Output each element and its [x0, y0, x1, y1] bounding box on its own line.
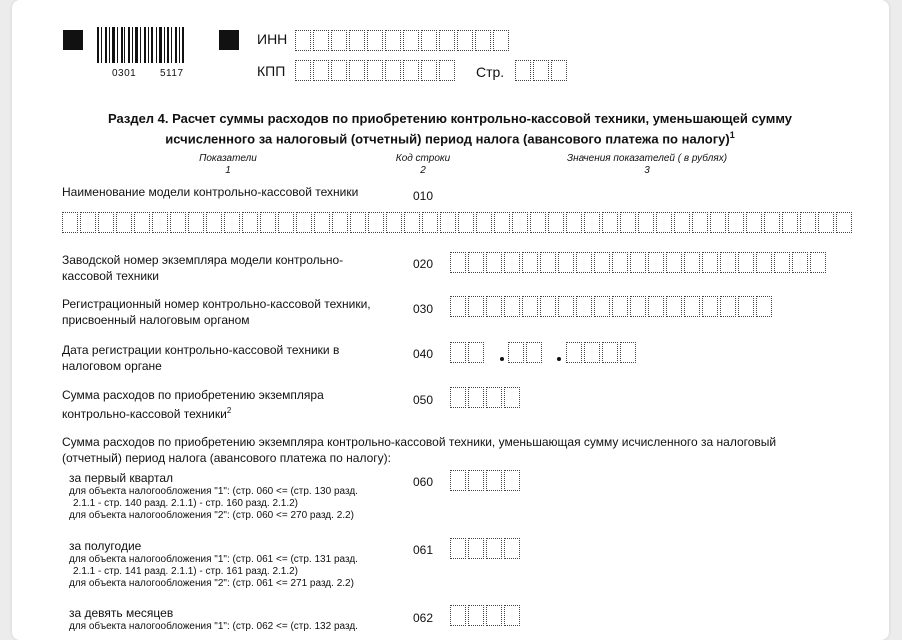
input-cell[interactable]	[206, 212, 222, 233]
input-cell[interactable]	[486, 387, 502, 408]
barcode-bar	[97, 27, 99, 63]
input-cell[interactable]	[504, 296, 520, 317]
input-cell[interactable]	[98, 212, 114, 233]
column-header-indicators	[168, 153, 288, 177]
input-cell[interactable]	[468, 387, 484, 408]
input-cell[interactable]	[468, 605, 484, 626]
input-cell[interactable]	[80, 212, 96, 233]
input-cell[interactable]	[720, 296, 736, 317]
input-cell[interactable]	[152, 212, 168, 233]
barcode-bar	[182, 27, 184, 63]
input-cell[interactable]	[296, 212, 312, 233]
input-cell[interactable]	[800, 212, 816, 233]
column-header-values	[537, 153, 757, 177]
input-cell[interactable]	[450, 470, 466, 491]
barcode-number-right: 5117	[160, 68, 184, 79]
row-060-code: 060	[413, 475, 434, 489]
input-cell[interactable]	[720, 252, 736, 273]
input-cell[interactable]	[774, 252, 790, 273]
input-cell[interactable]	[475, 30, 491, 51]
input-cell[interactable]	[566, 212, 582, 233]
row-040-month-field[interactable]	[508, 342, 544, 363]
inn-field[interactable]	[295, 30, 511, 51]
barcode-bar	[105, 27, 107, 63]
barcode-bar	[144, 27, 146, 63]
input-cell[interactable]	[468, 470, 484, 491]
input-cell[interactable]	[620, 342, 636, 363]
row-040-year-field[interactable]	[566, 342, 638, 363]
barcode-bar	[156, 27, 157, 63]
input-cell[interactable]	[810, 252, 826, 273]
input-cell[interactable]	[439, 60, 455, 81]
row-040-label-line2: налоговом органе	[62, 359, 162, 373]
row-020-value-field[interactable]	[450, 252, 828, 273]
input-cell[interactable]	[738, 296, 754, 317]
input-cell[interactable]	[486, 605, 502, 626]
input-cell[interactable]	[403, 30, 419, 51]
input-cell[interactable]	[612, 296, 628, 317]
row-010-label: Наименование модели контрольно-кассовой техники	[62, 185, 359, 199]
input-cell[interactable]	[313, 30, 329, 51]
input-cell[interactable]	[314, 212, 330, 233]
input-cell[interactable]	[648, 296, 664, 317]
input-cell[interactable]	[486, 470, 502, 491]
barcode-bar	[128, 27, 130, 63]
input-cell[interactable]	[782, 212, 798, 233]
row-010-code: 010	[413, 189, 434, 203]
input-cell[interactable]	[612, 252, 628, 273]
barcode-bar	[140, 27, 141, 63]
input-cell[interactable]	[738, 252, 754, 273]
input-cell[interactable]	[602, 342, 618, 363]
section-title-line2: исчисленного за налоговый (отчетный) период налога (авансового платежа по налогу)	[165, 131, 730, 147]
input-cell[interactable]	[792, 252, 808, 273]
input-cell[interactable]	[576, 252, 592, 273]
input-cell[interactable]	[818, 212, 834, 233]
input-cell[interactable]	[295, 30, 311, 51]
input-cell[interactable]	[584, 212, 600, 233]
row-030-label-line1: Регистрационный номер контрольно-кассовой техники,	[62, 297, 371, 311]
inn-label: ИНН	[257, 31, 288, 47]
date-separator-dot	[557, 357, 561, 361]
column-indicators-label: Показатели	[199, 153, 257, 164]
input-cell[interactable]	[421, 60, 437, 81]
input-cell[interactable]	[486, 252, 502, 273]
section-title	[60, 110, 840, 147]
input-cell[interactable]	[450, 538, 466, 559]
column-values-number: 3	[644, 165, 650, 176]
input-cell[interactable]	[551, 60, 567, 81]
input-cell[interactable]	[439, 30, 455, 51]
row-030-label	[62, 296, 371, 328]
barcode-bar	[167, 27, 169, 63]
kpp-label: КПП	[257, 63, 286, 79]
section-title-footnote: 1	[729, 130, 735, 140]
input-cell[interactable]	[548, 212, 564, 233]
input-cell[interactable]	[278, 212, 294, 233]
period-h1-title: за полугодие	[69, 539, 142, 553]
input-cell[interactable]	[508, 342, 524, 363]
input-cell[interactable]	[422, 212, 438, 233]
period-h1-line1: для объекта налогообложения "1": (стр. 061 <= (стр. 131 разд.	[69, 554, 358, 565]
barcode-bar	[148, 27, 149, 63]
period-h1-line3: для объекта налогообложения "2": (стр. 061 <= 271 разд. 2.2)	[69, 578, 354, 589]
input-cell[interactable]	[486, 296, 502, 317]
input-cell[interactable]	[468, 252, 484, 273]
input-cell[interactable]	[702, 296, 718, 317]
row-062-value-field[interactable]	[450, 605, 522, 626]
input-cell[interactable]	[476, 212, 492, 233]
barcode-bar	[132, 27, 133, 63]
input-cell[interactable]	[558, 252, 574, 273]
input-cell[interactable]	[540, 296, 556, 317]
column-code-label: Код строки	[395, 153, 451, 164]
input-cell[interactable]	[533, 60, 549, 81]
input-cell[interactable]	[684, 296, 700, 317]
period-q1	[69, 470, 358, 522]
barcode-bar	[171, 27, 172, 63]
input-cell[interactable]	[630, 252, 646, 273]
input-cell[interactable]	[494, 212, 510, 233]
period-h1-line2: 2.1.1 - стр. 141 разд. 2.1.1) - стр. 161 разд. 2.1.2)	[73, 566, 299, 577]
input-cell[interactable]	[558, 296, 574, 317]
row-050-footnote: 2	[226, 406, 232, 415]
row-050-label-line1: Сумма расходов по приобретению экземпляра	[62, 388, 324, 402]
barcode-bar	[175, 27, 177, 63]
input-cell[interactable]	[522, 252, 538, 273]
input-cell[interactable]	[188, 212, 204, 233]
input-cell[interactable]	[566, 342, 582, 363]
barcode-bar	[159, 27, 162, 63]
row-020-label-line1: Заводской номер экземпляра модели контрольно-	[62, 253, 344, 267]
reduce-block-heading-line1: Сумма расходов по приобретению экземпляра контрольно-кассовой техники, уменьшающая сумму исчисленного за налоговый	[62, 435, 777, 449]
input-cell[interactable]	[450, 387, 466, 408]
input-cell[interactable]	[457, 30, 473, 51]
input-cell[interactable]	[404, 212, 420, 233]
barcode	[97, 27, 184, 63]
input-cell[interactable]	[349, 30, 365, 51]
input-cell[interactable]	[331, 60, 347, 81]
input-cell[interactable]	[728, 212, 744, 233]
input-cell[interactable]	[367, 30, 383, 51]
column-values-label: Значения показателей ( в рублях)	[566, 153, 728, 164]
reduce-block-heading	[62, 434, 842, 466]
input-cell[interactable]	[504, 538, 520, 559]
input-cell[interactable]	[504, 252, 520, 273]
registration-marker-left	[63, 30, 83, 50]
row-020-code: 020	[413, 257, 434, 271]
input-cell[interactable]	[666, 296, 682, 317]
row-030-value-field[interactable]	[450, 296, 774, 317]
input-cell[interactable]	[630, 296, 646, 317]
period-9m-line1: для объекта налогообложения "1": (стр. 062 <= (стр. 132 разд.	[69, 621, 358, 632]
kpp-field[interactable]	[295, 60, 457, 81]
input-cell[interactable]	[594, 296, 610, 317]
column-indicators-number: 1	[225, 165, 231, 176]
row-040-label-line1: Дата регистрации контрольно-кассовой техники в	[62, 343, 340, 357]
row-030-code: 030	[413, 302, 434, 316]
input-cell[interactable]	[515, 60, 531, 81]
input-cell[interactable]	[504, 605, 520, 626]
barcode-bar	[109, 27, 110, 63]
period-9m	[69, 605, 358, 633]
input-cell[interactable]	[764, 212, 780, 233]
row-020-label	[62, 252, 343, 284]
input-cell[interactable]	[450, 342, 466, 363]
row-050-label-line2: контрольно-кассовой техники	[62, 407, 227, 421]
barcode-bar	[164, 27, 165, 63]
input-cell[interactable]	[620, 212, 636, 233]
input-cell[interactable]	[594, 252, 610, 273]
input-cell[interactable]	[746, 212, 762, 233]
input-cell[interactable]	[648, 252, 664, 273]
input-cell[interactable]	[584, 342, 600, 363]
input-cell[interactable]	[468, 538, 484, 559]
input-cell[interactable]	[224, 212, 240, 233]
input-cell[interactable]	[756, 296, 772, 317]
input-cell[interactable]	[242, 212, 258, 233]
input-cell[interactable]	[349, 60, 365, 81]
barcode-bar	[101, 27, 102, 63]
input-cell[interactable]	[385, 30, 401, 51]
period-q1-line1: для объекта налогообложения "1": (стр. 060 <= (стр. 130 разд.	[69, 486, 358, 497]
row-020-label-line2: кассовой техники	[62, 269, 160, 283]
input-cell[interactable]	[756, 252, 772, 273]
input-cell[interactable]	[540, 252, 556, 273]
input-cell[interactable]	[468, 342, 484, 363]
input-cell[interactable]	[313, 60, 329, 81]
row-030-label-line2: присвоенный налоговым органом	[62, 313, 250, 327]
row-061-value-field[interactable]	[450, 538, 522, 559]
input-cell[interactable]	[350, 212, 366, 233]
period-9m-title: за девять месяцев	[69, 606, 174, 620]
barcode-bar	[179, 27, 180, 63]
input-cell[interactable]	[403, 60, 419, 81]
input-cell[interactable]	[526, 342, 542, 363]
input-cell[interactable]	[504, 470, 520, 491]
input-cell[interactable]	[116, 212, 132, 233]
barcode-number-left: 0301	[112, 68, 137, 79]
input-cell[interactable]	[666, 252, 682, 273]
input-cell[interactable]	[530, 212, 546, 233]
row-050-code: 050	[413, 393, 434, 407]
registration-marker-right	[219, 30, 239, 50]
input-cell[interactable]	[332, 212, 348, 233]
input-cell[interactable]	[331, 30, 347, 51]
input-cell[interactable]	[386, 212, 402, 233]
input-cell[interactable]	[702, 252, 718, 273]
input-cell[interactable]	[468, 296, 484, 317]
input-cell[interactable]	[493, 30, 509, 51]
section-title-line1: Раздел 4. Расчет суммы расходов по приобретению контрольно-кассовой техники, уменьшающей сумму	[107, 111, 793, 126]
input-cell[interactable]	[385, 60, 401, 81]
row-040-label	[62, 342, 339, 374]
input-cell[interactable]	[522, 296, 538, 317]
input-cell[interactable]	[421, 30, 437, 51]
input-cell[interactable]	[656, 212, 672, 233]
column-header-code	[383, 153, 463, 177]
row-010-value-field[interactable]	[62, 212, 854, 233]
input-cell[interactable]	[458, 212, 474, 233]
input-cell[interactable]	[368, 212, 384, 233]
page-number-field[interactable]	[515, 60, 569, 81]
period-q1-line3: для объекта налогообложения "2": (стр. 060 <= 270 разд. 2.2)	[69, 510, 354, 521]
input-cell[interactable]	[62, 212, 78, 233]
column-code-number: 2	[420, 165, 426, 176]
input-cell[interactable]	[836, 212, 852, 233]
input-cell[interactable]	[684, 252, 700, 273]
barcode-bar	[151, 27, 153, 63]
row-061-code: 061	[413, 543, 434, 557]
input-cell[interactable]	[504, 387, 520, 408]
input-cell[interactable]	[576, 296, 592, 317]
barcode-bar	[124, 27, 125, 63]
input-cell[interactable]	[512, 212, 528, 233]
input-cell[interactable]	[602, 212, 618, 233]
reduce-block-heading-line2: (отчетный) период налога (авансового платежа по налогу):	[62, 451, 391, 465]
input-cell[interactable]	[134, 212, 150, 233]
input-cell[interactable]	[170, 212, 186, 233]
row-060-value-field[interactable]	[450, 470, 522, 491]
barcode-bar	[117, 27, 118, 63]
input-cell[interactable]	[295, 60, 311, 81]
barcode-bar	[112, 27, 115, 63]
input-cell[interactable]	[450, 252, 466, 273]
date-separator-dot	[500, 357, 504, 361]
input-cell[interactable]	[260, 212, 276, 233]
row-050-value-field[interactable]	[450, 387, 522, 408]
input-cell[interactable]	[710, 212, 726, 233]
input-cell[interactable]	[692, 212, 708, 233]
row-050-label	[62, 387, 324, 422]
input-cell[interactable]	[486, 538, 502, 559]
barcode-bar	[121, 27, 123, 63]
row-040-day-field[interactable]	[450, 342, 486, 363]
period-h1	[69, 538, 358, 590]
input-cell[interactable]	[450, 605, 466, 626]
input-cell[interactable]	[450, 296, 466, 317]
period-q1-line2: 2.1.1 - стр. 140 разд. 2.1.1) - стр. 160 разд. 2.1.2)	[73, 498, 299, 509]
input-cell[interactable]	[674, 212, 690, 233]
row-040-code: 040	[413, 347, 434, 361]
input-cell[interactable]	[638, 212, 654, 233]
input-cell[interactable]	[440, 212, 456, 233]
page-label: Стр.	[476, 64, 505, 80]
input-cell[interactable]	[367, 60, 383, 81]
row-062-code: 062	[413, 611, 434, 625]
period-q1-title: за первый квартал	[69, 471, 174, 485]
barcode-bar	[135, 27, 138, 63]
